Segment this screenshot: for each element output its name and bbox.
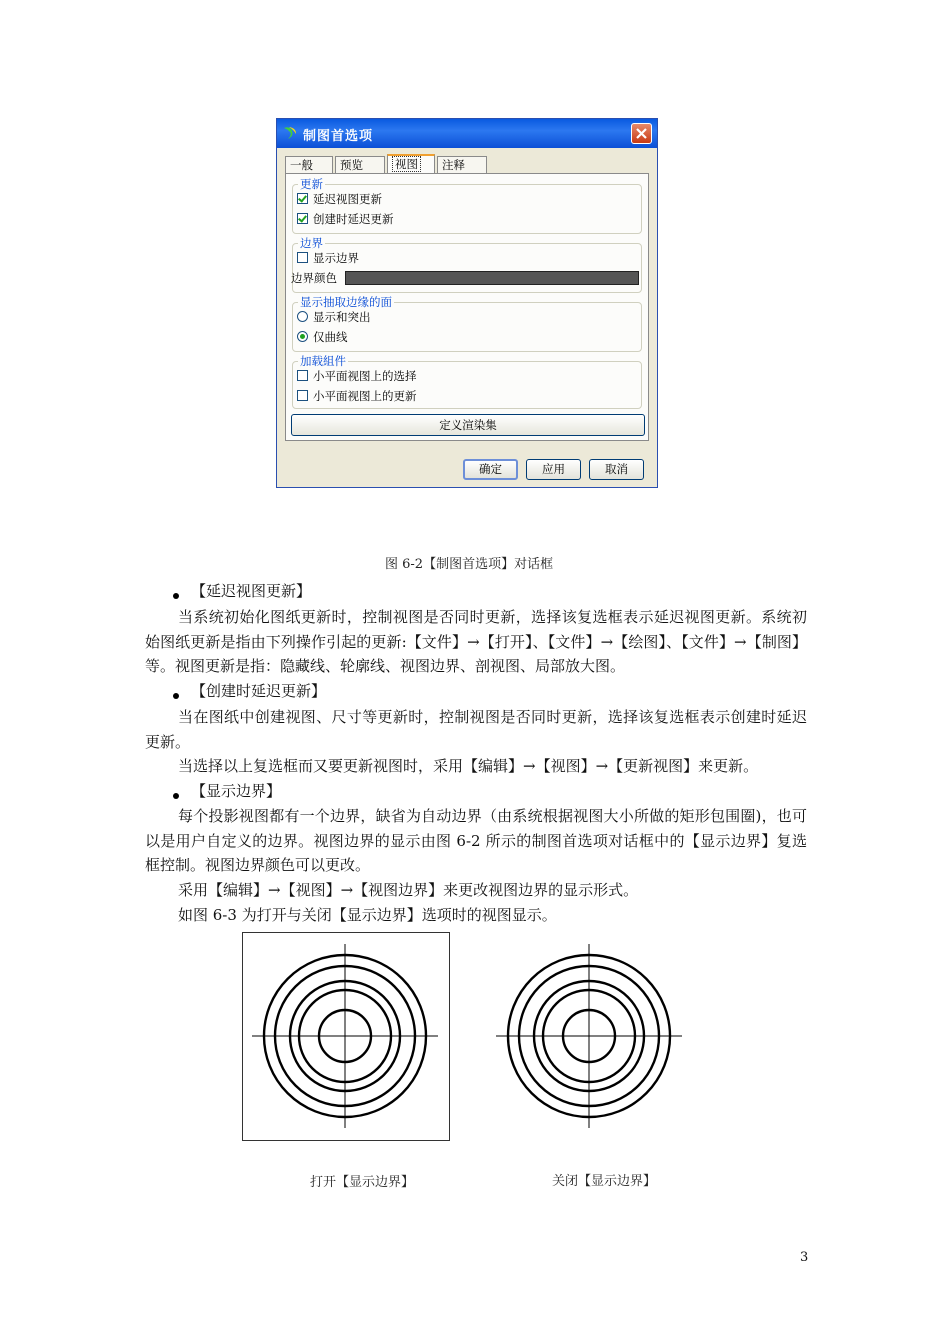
paragraph: 当选择以上复选框而又要更新视图时，采用【编辑】→【视图】→【更新视图】来更新。 <box>178 757 759 775</box>
small-face-update-checkbox[interactable]: 小平面视图上的更新 <box>297 388 417 404</box>
border-color-swatch[interactable] <box>345 271 639 285</box>
bullet-show-border <box>173 781 281 801</box>
view-without-border-drawing <box>496 942 682 1128</box>
checkbox-checked-icon <box>297 213 308 224</box>
close-button[interactable] <box>631 123 652 144</box>
bullet-icon <box>173 693 179 699</box>
curves-only-radio[interactable]: 仅曲线 <box>297 329 348 345</box>
extracted-faces-legend: 显示抽取边缘的面 <box>300 295 392 309</box>
tab-annotation[interactable]: 注释 <box>437 156 487 173</box>
section-heading: 【创建时延迟更新】 <box>191 682 327 700</box>
app-logo-icon <box>282 125 298 141</box>
bullet-delay-on-create <box>173 681 326 701</box>
dialog-titlebar[interactable] <box>277 119 657 148</box>
view-with-border-drawing <box>252 942 438 1128</box>
paragraph: 当系统初始化图纸更新时，控制视图是否同时更新，选择该复选框表示延迟视图更新。系统初始图纸更新是指由下列操作引起的更新:【文件】→【打开】、【文件】→【绘图】、【文件】→【制图】等。视图更新是指：隐藏线、轮廓线、视图边界、剖视图、局部放大图。 <box>145 608 807 675</box>
radio-selected-icon <box>297 331 308 342</box>
checkbox-unchecked-icon <box>297 252 308 263</box>
section-heading: 【延迟视图更新】 <box>191 582 312 600</box>
border-group-legend: 边界 <box>300 236 323 250</box>
paragraph: 当在图纸中创建视图、尺寸等更新时，控制视图是否同时更新，选择该复选框表示创建时延迟更新。 <box>145 708 807 751</box>
border-group <box>291 236 642 293</box>
update-group-legend: 更新 <box>300 177 323 191</box>
right-figure-caption: 关闭【显示边界】 <box>552 1174 657 1189</box>
extracted-faces-group <box>292 295 642 352</box>
paragraph: 如图 6-3 为打开与关闭【显示边界】选项时的视图显示。 <box>178 906 557 924</box>
border-color-label: 边界颜色 <box>291 271 337 285</box>
dialog-title: 制图首选项 <box>303 129 374 144</box>
close-icon <box>636 128 647 139</box>
checkbox-checked-icon <box>297 193 308 204</box>
page-number: 3 <box>800 1250 809 1265</box>
ok-button[interactable]: 确定 <box>463 459 518 480</box>
apply-button[interactable]: 应用 <box>526 459 581 480</box>
border-color-row <box>291 270 641 286</box>
small-face-selection-checkbox[interactable]: 小平面视图上的选择 <box>297 368 417 384</box>
show-border-checkbox[interactable]: 显示边界 <box>297 250 359 266</box>
load-components-legend: 加载組件 <box>300 354 346 368</box>
tab-general[interactable]: 一般 <box>285 156 333 173</box>
paragraph: 采用【编辑】→【视图】→【视图边界】来更改视图边界的显示形式。 <box>178 881 639 899</box>
delay-view-update-checkbox[interactable]: 延迟视图更新 <box>297 191 382 207</box>
bullet-delay-view-update <box>173 581 311 601</box>
checkbox-unchecked-icon <box>297 370 308 381</box>
paragraph: 每个投影视图都有一个边界，缺省为自动边界（由系统根据视图大小所做的矩形包围圈)，也可以是用户自定义的边界。视图边界的显示由图 6-2 所示的制图首选项对话框中的【显示边界】复选框控制。视图边界颜色可以更改。 <box>145 807 807 874</box>
tab-view[interactable]: 视图 <box>387 154 435 174</box>
section-heading: 【显示边界】 <box>191 782 282 800</box>
bullet-icon <box>173 793 179 799</box>
view-tab-panel <box>285 173 649 441</box>
update-group <box>292 177 642 234</box>
checkbox-unchecked-icon <box>297 390 308 401</box>
show-and-highlight-radio[interactable]: 显示和突出 <box>297 309 371 325</box>
cancel-button[interactable]: 取消 <box>589 459 644 480</box>
load-components-group <box>292 354 642 409</box>
define-render-set-button[interactable]: 定义渲染集 <box>291 414 645 436</box>
left-figure-caption: 打开【显示边界】 <box>310 1175 415 1190</box>
delay-on-create-checkbox[interactable]: 创建时延迟更新 <box>297 211 394 227</box>
figure-6-2-caption: 图 6-2【制图首选项】对话框 <box>385 557 554 572</box>
preferences-dialog <box>276 118 658 488</box>
radio-unselected-icon <box>297 311 308 322</box>
tab-preview[interactable]: 预览 <box>335 156 385 173</box>
bullet-icon <box>173 593 179 599</box>
